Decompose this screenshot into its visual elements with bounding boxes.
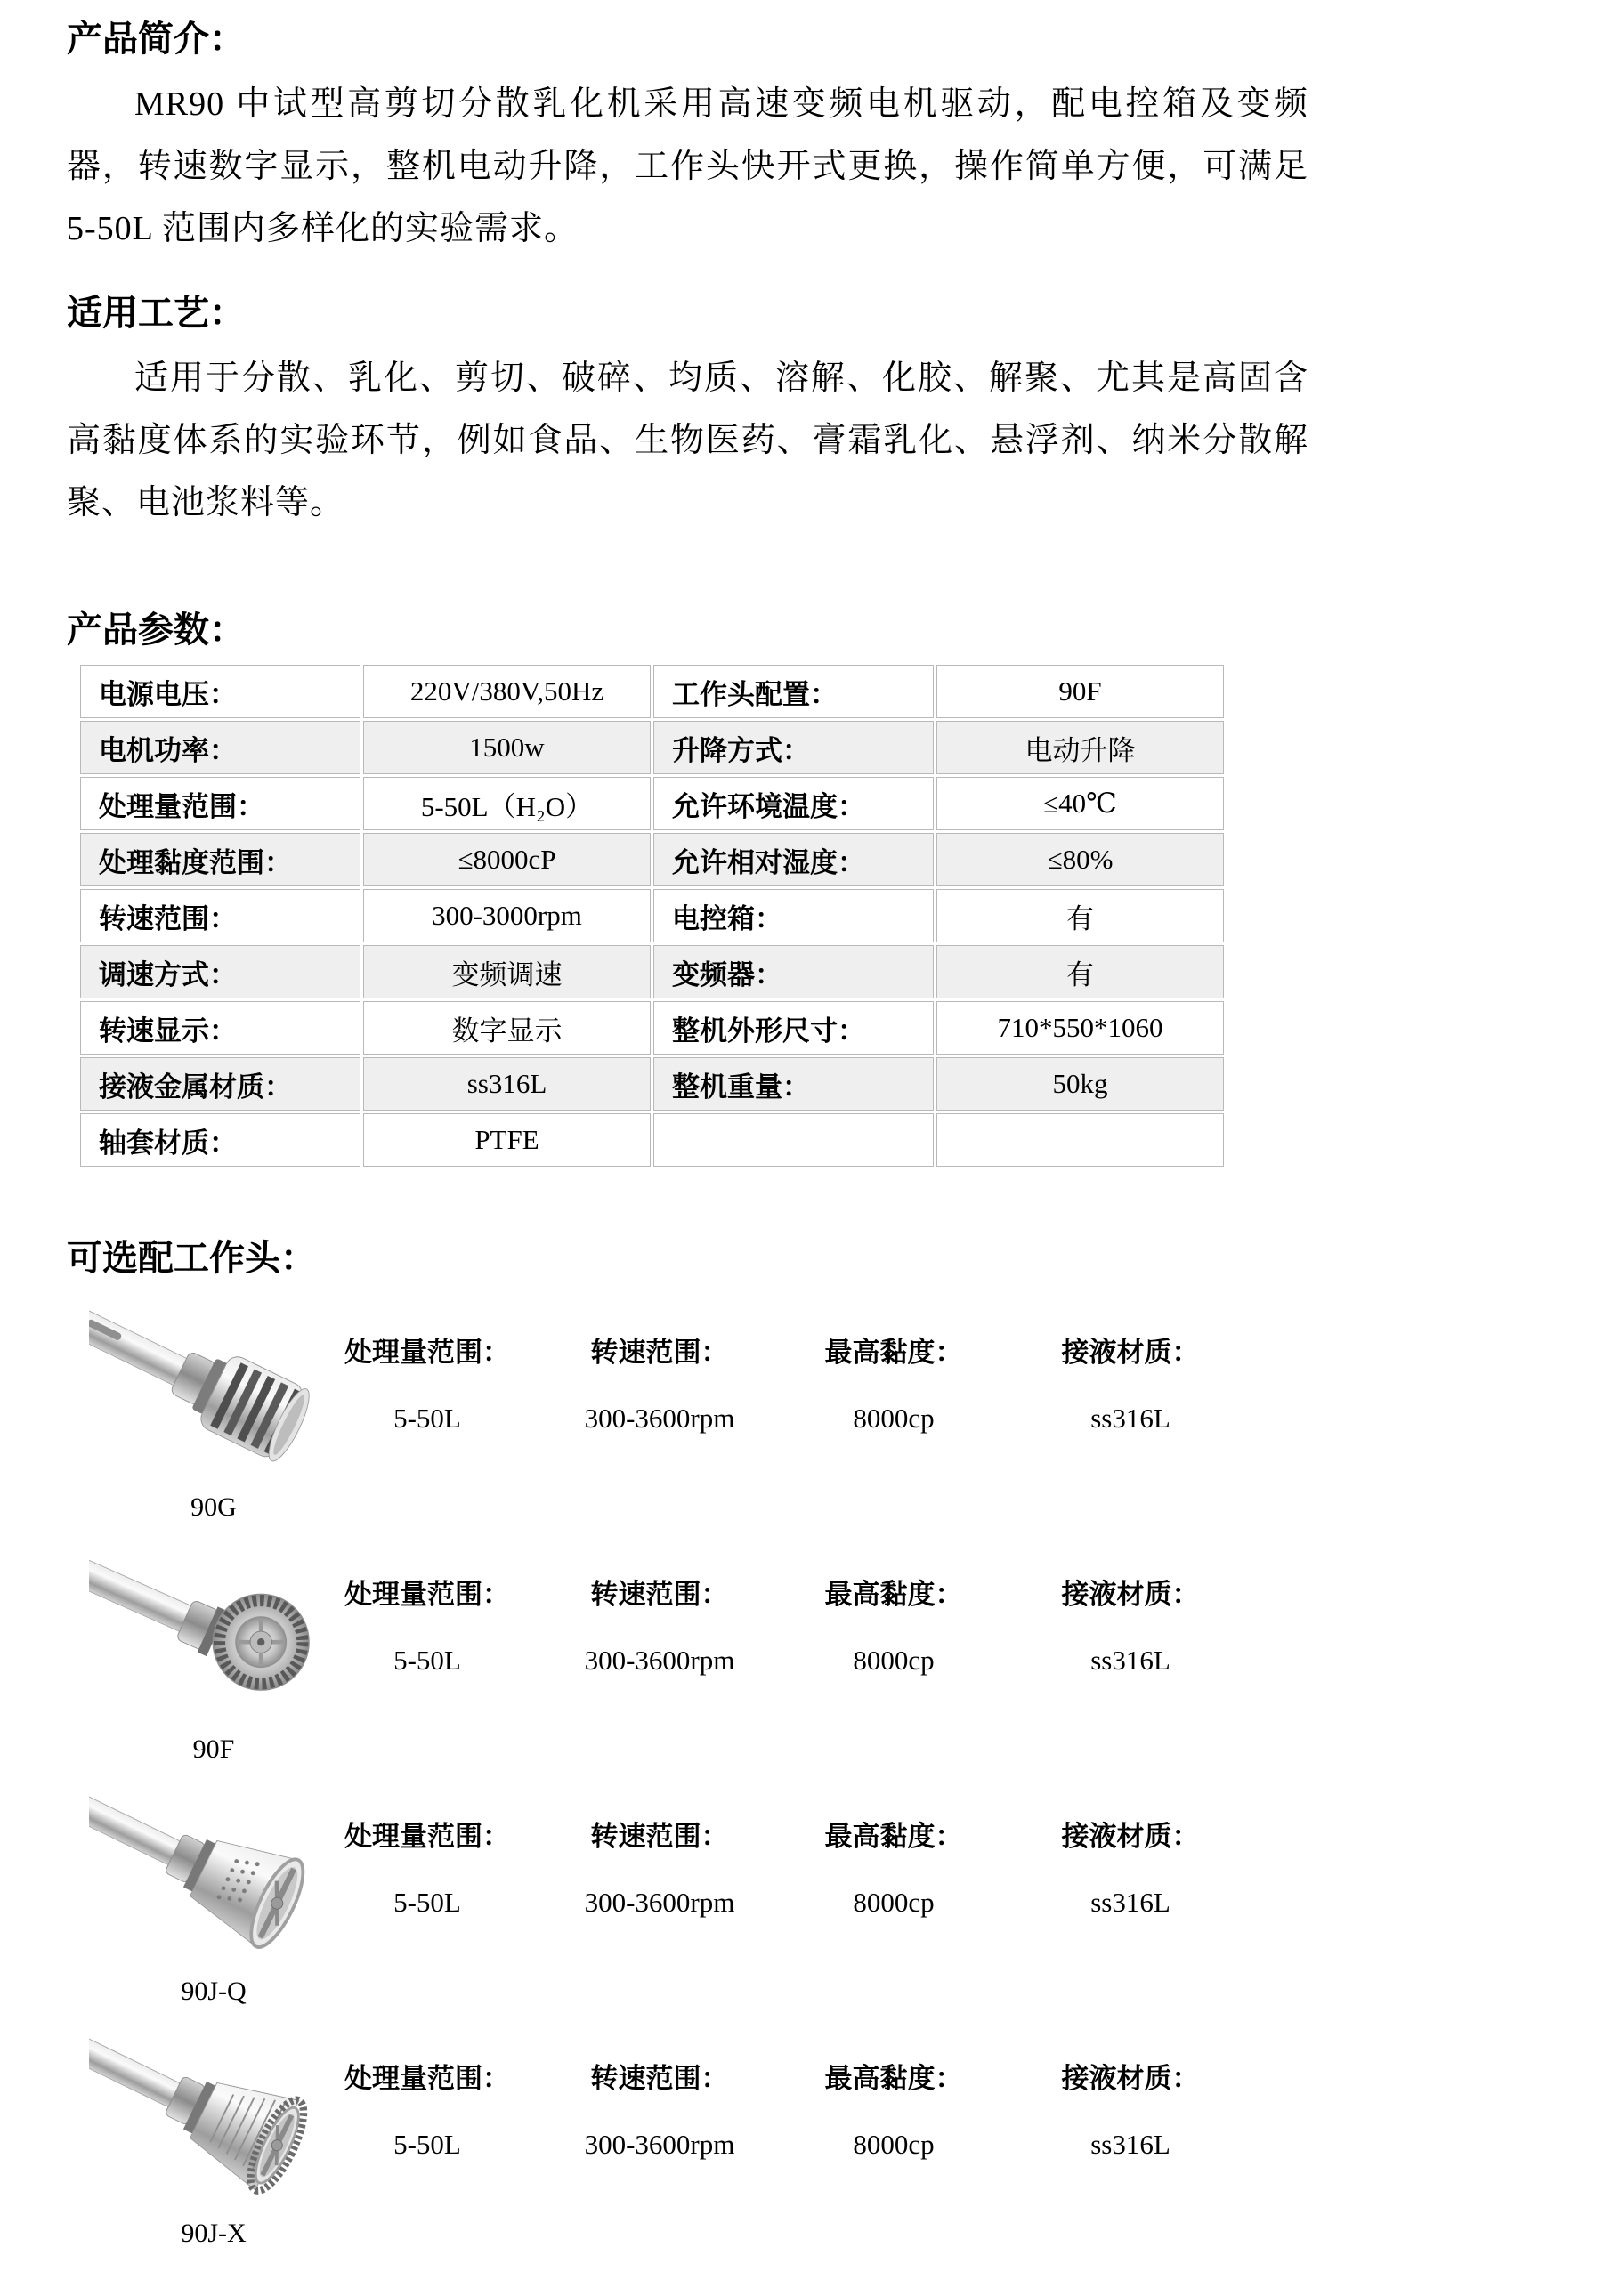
spec-material [984,2061,1276,2163]
param-label: 变频器： [653,945,934,998]
spec-label: 接液材质： [1061,1579,1200,1610]
param-value: PTFE [363,1113,651,1167]
spec-material [984,1819,1276,1920]
spec-value: 8000cp [853,1887,935,1918]
param-label: 整机重量： [653,1057,934,1111]
spec-label: 接液材质： [1061,2063,1200,2094]
param-value: 变频调速 [363,945,651,998]
param-label: 转速显示： [80,1001,360,1055]
param-label: 升降方式： [653,721,934,774]
workhead-block-90f [67,1534,1620,1769]
parameters-table [77,662,1227,1169]
spec-material [984,1577,1276,1678]
process-title: 适用工艺： [67,293,245,333]
heads-title: 可选配工作头： [67,1238,316,1278]
param-label: 调速方式： [80,945,360,998]
param-value: ≤80% [936,833,1224,886]
spec-label: 处理量范围： [344,2063,510,2094]
spec-value: ss316L [1090,2129,1170,2160]
spec-label: 转速范围： [590,1821,729,1852]
intro-title: 产品简介： [67,19,245,59]
spec-speed [516,1577,803,1678]
param-value: 有 [936,889,1224,942]
workhead-block-90g [67,1292,1620,1527]
workhead-block-90jq [67,1776,1620,2011]
param-value: 710*550*1060 [936,1001,1224,1055]
table-row [80,721,1224,774]
param-value: 有 [936,945,1224,998]
workhead-specs [338,1776,1276,1920]
param-value: 90F [936,665,1224,718]
workhead-figure [89,1534,338,1769]
spec-label: 最高黏度： [824,2063,963,2094]
spec-material [984,1335,1276,1436]
spec-label: 处理量范围： [344,1821,510,1852]
workhead-model-label: 90G [190,1492,237,1522]
param-label [653,1113,934,1167]
spec-speed [516,2061,803,2163]
spec-value: 8000cp [853,2129,935,2160]
spec-value: 5-50L [393,1887,461,1918]
param-label: 接液金属材质： [80,1057,360,1111]
spec-label: 最高黏度： [824,1821,963,1852]
workhead-model-label: 90F [192,1734,235,1764]
spec-value: 300-3600rpm [584,2129,735,2160]
spec-capacity [338,2061,516,2163]
param-value [936,1113,1224,1167]
spec-label: 转速范围： [590,1579,729,1610]
param-value: 300-3000rpm [363,889,651,942]
intro-paragraph: MR90 中试型高剪切分散乳化机采用高速变频电机驱动，配电控箱及变频器，转速数字显示，整机电动升降，工作头快开式更换，操作简单方便，可满足 5-50L 范围内多样化的实验需求。 [67,85,1308,247]
spec-label: 转速范围： [590,1337,729,1368]
spec-value: 300-3600rpm [584,1645,735,1676]
workhead-figure [89,1292,338,1527]
table-row [80,1057,1224,1111]
table-row [80,833,1224,886]
spec-value: 8000cp [853,1645,935,1676]
table-row [80,665,1224,718]
param-value: 电动升降 [936,721,1224,774]
workhead-model-label: 90J-X [181,2219,247,2248]
workhead-90f-photo [89,1534,338,1730]
spec-value: ss316L [1090,1645,1170,1676]
spec-label: 最高黏度： [824,1337,963,1368]
workhead-90g-photo [89,1292,338,1488]
spec-viscosity [803,1577,984,1678]
spec-viscosity [803,1819,984,1920]
params-title: 产品参数： [67,610,245,650]
spec-label: 转速范围： [590,2063,729,2094]
table-row [80,777,1224,830]
spec-speed [516,1335,803,1436]
spec-value: 5-50L [393,2129,461,2160]
param-label: 转速范围： [80,889,360,942]
spec-value: ss316L [1090,1403,1170,1434]
spec-value: 300-3600rpm [584,1403,735,1434]
process-paragraph: 适用于分散、乳化、剪切、破碎、均质、溶解、化胶、解聚、尤其是高固含高黏度体系的实验环节，例如食品、生物医药、膏霜乳化、悬浮剂、纳米分散解聚、电池浆料等。 [67,360,1308,521]
spec-capacity [338,1577,516,1678]
param-value: 50kg [936,1057,1224,1111]
spec-label: 处理量范围： [344,1337,510,1368]
spec-value: 5-50L [393,1403,461,1434]
param-label: 允许相对湿度： [653,833,934,886]
table-row [80,945,1224,998]
param-label: 电源电压： [80,665,360,718]
param-value: 1500w [363,721,651,774]
workhead-specs [338,1292,1276,1436]
spec-label: 接液材质： [1061,1337,1200,1368]
table-row [80,1001,1224,1055]
workhead-figure [89,2018,338,2253]
param-value: 220V/380V,50Hz [363,665,651,718]
spec-speed [516,1819,803,1920]
param-value: ≤8000cP [363,833,651,886]
workhead-specs [338,1534,1276,1678]
table-row [80,1113,1224,1167]
param-label: 允许环境温度： [653,777,934,830]
param-value: ≤40℃ [936,777,1224,830]
spec-label: 接液材质： [1061,1821,1200,1852]
workhead-specs [338,2018,1276,2163]
param-label: 工作头配置： [653,665,934,718]
param-label: 处理量范围： [80,777,360,830]
workhead-90jq-photo [89,1776,338,1972]
param-value: 数字显示 [363,1001,651,1055]
spec-label: 处理量范围： [344,1579,510,1610]
param-label: 电机功率： [80,721,360,774]
spec-value: ss316L [1090,1887,1170,1918]
spec-value: 5-50L [393,1645,461,1676]
spec-viscosity [803,2061,984,2163]
spec-value: 8000cp [853,1403,935,1434]
param-label: 整机外形尺寸： [653,1001,934,1055]
spec-label: 最高黏度： [824,1579,963,1610]
param-value: 5-50L（H₂O） [363,777,651,830]
param-value: ss316L [363,1057,651,1111]
workhead-90jx-photo [89,2018,338,2214]
param-label: 电控箱： [653,889,934,942]
workhead-figure [89,1776,338,2011]
param-label: 轴套材质： [80,1113,360,1167]
spec-viscosity [803,1335,984,1436]
param-label: 处理黏度范围： [80,833,360,886]
workhead-block-90jx [67,2018,1620,2253]
spec-capacity [338,1335,516,1436]
workhead-model-label: 90J-Q [181,1977,247,2006]
table-row [80,889,1224,942]
spec-value: 300-3600rpm [584,1887,735,1918]
spec-capacity [338,1819,516,1920]
